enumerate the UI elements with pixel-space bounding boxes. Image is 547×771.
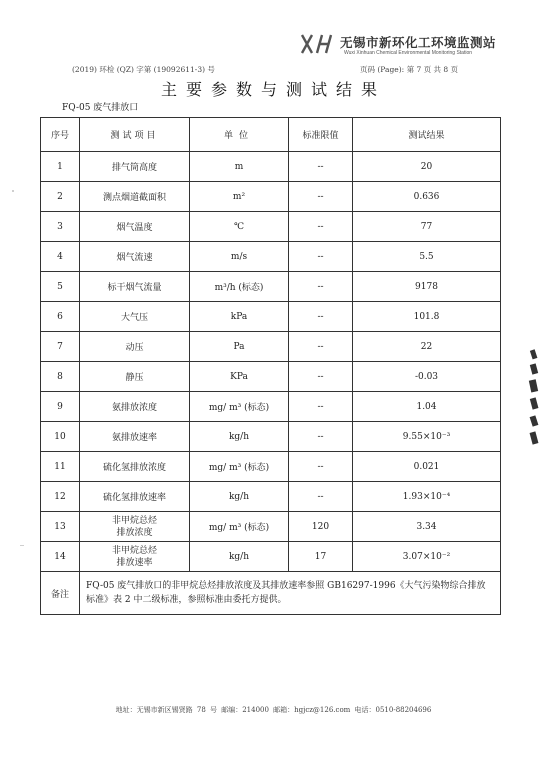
cell-limit: --	[289, 362, 353, 392]
cell-unit: kg/h	[190, 422, 289, 452]
cell-result: 0.636	[353, 182, 501, 212]
page-info: 页码 (Page): 第 7 页 共 8 页	[360, 65, 459, 74]
cell-item: 硫化氢排放速率	[80, 482, 190, 512]
cell-unit: mg/ m³ (标态)	[190, 512, 289, 542]
cell-unit: m	[190, 152, 289, 182]
cell-result: 9.55×10⁻³	[353, 422, 501, 452]
cell-no: 4	[41, 242, 80, 272]
header-unit: 单位	[190, 118, 289, 152]
outlet-label: FQ-05 废气排放口	[62, 103, 139, 113]
cell-no: 8	[41, 362, 80, 392]
cell-item: 静压	[80, 362, 190, 392]
cell-limit: --	[289, 332, 353, 362]
cell-no: 1	[41, 152, 80, 182]
seam-stamp-mark	[528, 348, 540, 448]
cell-item: 硫化氢排放浓度	[80, 452, 190, 482]
cell-no: 6	[41, 302, 80, 332]
cell-limit: --	[289, 302, 353, 332]
cell-result: 101.8	[353, 302, 501, 332]
station-name-cn: 无锡市新环化工环境监测站	[340, 35, 497, 50]
cell-item: 烟气温度	[80, 212, 190, 242]
cell-limit: --	[289, 272, 353, 302]
cell-result: 0.021	[353, 452, 501, 482]
report-number: (2019) 环检 (QZ) 字第 (19092611-3) 号	[72, 65, 215, 74]
header-index: 序号	[41, 118, 80, 152]
table-row	[41, 452, 501, 482]
cell-item-line1: 非甲烷总烃	[111, 545, 157, 556]
cell-limit: --	[289, 212, 353, 242]
cell-result: 3.07×10⁻²	[353, 542, 501, 572]
cell-item: 氨排放浓度	[80, 392, 190, 422]
cell-limit: --	[289, 452, 353, 482]
cell-unit: m/s	[190, 242, 289, 272]
cell-no: 12	[41, 482, 80, 512]
cell-unit: kPa	[190, 302, 289, 332]
table-row	[41, 302, 501, 332]
cell-no: 14	[41, 542, 80, 572]
cell-no: 3	[41, 212, 80, 242]
cell-result: 1.04	[353, 392, 501, 422]
cell-limit: --	[289, 422, 353, 452]
cell-limit: --	[289, 242, 353, 272]
cell-unit: mg/ m³ (标态)	[190, 392, 289, 422]
header-result: 测试结果	[353, 118, 501, 152]
cell-limit: --	[289, 182, 353, 212]
cell-limit: 17	[289, 542, 353, 572]
cell-result: 5.5	[353, 242, 501, 272]
table-row	[41, 182, 501, 212]
cell-unit: mg/ m³ (标态)	[190, 452, 289, 482]
scan-mark	[12, 190, 14, 192]
table-header-row	[41, 118, 501, 152]
cell-result: 77	[353, 212, 501, 242]
cell-result: 22	[353, 332, 501, 362]
cell-unit: KPa	[190, 362, 289, 392]
cell-no: 10	[41, 422, 80, 452]
cell-limit: --	[289, 482, 353, 512]
table-row	[41, 542, 501, 572]
cell-item: 烟气流速	[80, 242, 190, 272]
cell-unit: kg/h	[190, 542, 289, 572]
header-item: 测试项目	[80, 118, 190, 152]
cell-item	[80, 542, 190, 572]
header-limit: 标准限值	[289, 118, 353, 152]
cell-item-line1: 非甲烷总烃	[111, 515, 157, 526]
table-row	[41, 272, 501, 302]
cell-unit: m²	[190, 182, 289, 212]
table-row	[41, 362, 501, 392]
cell-no: 5	[41, 272, 80, 302]
cell-result: -0.03	[353, 362, 501, 392]
xh-logo-icon	[300, 33, 336, 55]
table-row	[41, 242, 501, 272]
cell-no: 9	[41, 392, 80, 422]
table-row	[41, 332, 501, 362]
cell-item: 测点烟道截面积	[80, 182, 190, 212]
cell-no: 11	[41, 452, 80, 482]
cell-unit: Pa	[190, 332, 289, 362]
cell-item: 大气压	[80, 302, 190, 332]
note-text: FQ-05 废气排放口的非甲烷总烃排放浓度及其排放速率参照 GB16297-1996《大气污染物综合排放标准》表 2 中二级标准，参照标准由委托方提供。	[80, 572, 501, 615]
cell-unit: kg/h	[190, 482, 289, 512]
cell-unit: m³/h (标态)	[190, 272, 289, 302]
cell-item: 排气筒高度	[80, 152, 190, 182]
cell-item: 动压	[80, 332, 190, 362]
note-row	[41, 572, 501, 615]
table-row	[41, 392, 501, 422]
footer-contact: 地址：无锡市新区锡贤路 78 号 邮编：214000 邮箱：hgjcz@126.com 电话：0510-88204696	[115, 706, 432, 714]
cell-item	[80, 512, 190, 542]
cell-limit: 120	[289, 512, 353, 542]
cell-limit: --	[289, 152, 353, 182]
station-name-en: Wuxi Xinhuan Chemical Environmental Monitoring Station	[344, 50, 473, 56]
cell-unit: ℃	[190, 212, 289, 242]
note-label: 备注	[41, 572, 80, 615]
cell-result: 3.34	[353, 512, 501, 542]
cell-result: 1.93×10⁻⁴	[353, 482, 501, 512]
cell-limit: --	[289, 392, 353, 422]
scan-mark	[20, 545, 24, 546]
table-row	[41, 512, 501, 542]
table-row	[41, 422, 501, 452]
cell-item: 标干烟气流量	[80, 272, 190, 302]
cell-no: 7	[41, 332, 80, 362]
table-row	[41, 152, 501, 182]
cell-no: 2	[41, 182, 80, 212]
table-row	[41, 482, 501, 512]
cell-item: 氨排放速率	[80, 422, 190, 452]
cell-item-line2: 排放浓度	[116, 527, 153, 538]
cell-no: 13	[41, 512, 80, 542]
page-title: 主要参数与测试结果	[160, 80, 386, 99]
cell-item-line2: 排放速率	[116, 557, 153, 568]
cell-result: 9178	[353, 272, 501, 302]
results-table	[40, 117, 501, 615]
table-row	[41, 212, 501, 242]
cell-result: 20	[353, 152, 501, 182]
